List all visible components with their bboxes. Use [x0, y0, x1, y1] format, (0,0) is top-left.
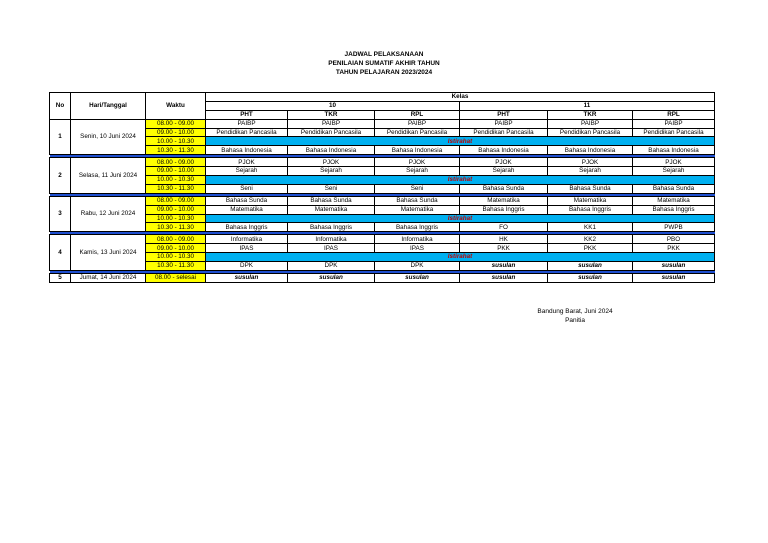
- subject-cell: Matematika: [206, 205, 288, 214]
- subject-cell: Bahasa Sunda: [548, 184, 633, 193]
- subject-cell: PJOK: [288, 158, 375, 167]
- header-grade-10: 10: [206, 101, 460, 110]
- subject-cell: Pendidikan Pancasila: [375, 128, 460, 137]
- subject-cell: Bahasa Sunda: [206, 196, 288, 205]
- subject-cell: Seni: [206, 184, 288, 193]
- subject-cell: PAIBP: [460, 119, 548, 128]
- subject-cell: susulan: [460, 262, 548, 271]
- day-date: Selasa, 11 Juni 2024: [71, 158, 146, 194]
- time-slot: 09.00 - 10.00: [146, 244, 206, 253]
- subject-cell: Pendidikan Pancasila: [633, 128, 715, 137]
- header-day: Hari/Tanggal: [71, 93, 146, 120]
- subject-cell: susulan: [206, 273, 288, 282]
- schedule-table: [49, 92, 715, 283]
- day-date: Senin, 10 Juni 2024: [71, 119, 146, 155]
- subject-cell: Matematika: [288, 205, 375, 214]
- subject-cell: Informatika: [206, 235, 288, 244]
- subject-cell: PKK: [633, 244, 715, 253]
- header-major: PHT: [460, 110, 548, 119]
- table-row: [50, 167, 715, 176]
- subject-cell: Informatika: [288, 235, 375, 244]
- table-row: [50, 158, 715, 167]
- subject-cell: Bahasa Inggris: [288, 223, 375, 232]
- subject-cell: Bahasa Indonesia: [460, 146, 548, 155]
- time-slot: 10.00 - 10.30: [146, 214, 206, 223]
- time-slot: 10.00 - 10.30: [146, 253, 206, 262]
- table-row: [50, 119, 715, 128]
- subject-cell: PAIBP: [548, 119, 633, 128]
- subject-cell: HK: [460, 235, 548, 244]
- subject-cell: Bahasa Sunda: [375, 196, 460, 205]
- subject-cell: Bahasa Indonesia: [206, 146, 288, 155]
- subject-cell: PJOK: [206, 158, 288, 167]
- subject-cell: Sejarah: [206, 167, 288, 176]
- subject-cell: DPK: [206, 262, 288, 271]
- subject-cell: Matematika: [460, 196, 548, 205]
- subject-cell: PKK: [548, 244, 633, 253]
- subject-cell: PAIBP: [206, 119, 288, 128]
- time-slot: 09.00 - 10.00: [146, 167, 206, 176]
- subject-cell: PJOK: [460, 158, 548, 167]
- subject-cell: KK1: [548, 223, 633, 232]
- table-row: [50, 176, 715, 185]
- subject-cell: PJOK: [633, 158, 715, 167]
- break-cell: Istirahat: [206, 214, 715, 223]
- break-cell: Istirahat: [206, 253, 715, 262]
- subject-cell: IPAS: [375, 244, 460, 253]
- subject-cell: Pendidikan Pancasila: [206, 128, 288, 137]
- subject-cell: DPK: [375, 262, 460, 271]
- subject-cell: susulan: [460, 273, 548, 282]
- table-row: [50, 128, 715, 137]
- subject-cell: Pendidikan Pancasila: [548, 128, 633, 137]
- day-date: Rabu, 12 Juni 2024: [71, 196, 146, 232]
- header-grade-11: 11: [460, 101, 715, 110]
- subject-cell: Matematika: [375, 205, 460, 214]
- subject-cell: Bahasa Indonesia: [633, 146, 715, 155]
- subject-cell: Sejarah: [548, 167, 633, 176]
- header-no: No: [50, 93, 71, 120]
- header-major: RPL: [375, 110, 460, 119]
- table-row: [50, 214, 715, 223]
- subject-cell: Sejarah: [460, 167, 548, 176]
- table-row: [50, 146, 715, 155]
- subject-cell: PAIBP: [633, 119, 715, 128]
- break-cell: Istirahat: [206, 137, 715, 146]
- day-number: 2: [50, 158, 71, 194]
- subject-cell: susulan: [548, 273, 633, 282]
- subject-cell: PJOK: [375, 158, 460, 167]
- day-date: Jumat, 14 Juni 2024: [71, 273, 146, 282]
- day-number: 5: [50, 273, 71, 282]
- subject-cell: Bahasa Indonesia: [548, 146, 633, 155]
- time-slot: 10.00 - 10.30: [146, 137, 206, 146]
- table-row: [50, 235, 715, 244]
- subject-cell: PWPB: [633, 223, 715, 232]
- table-row: [50, 244, 715, 253]
- header-time: Waktu: [146, 93, 206, 120]
- subject-cell: Bahasa Inggris: [206, 223, 288, 232]
- doc-subtitle: PENILAIAN SUMATIF AKHIR TAHUN: [328, 60, 440, 67]
- subject-cell: Bahasa Inggris: [460, 205, 548, 214]
- table-row: [50, 184, 715, 193]
- subject-cell: Bahasa Inggris: [375, 223, 460, 232]
- header-major: RPL: [633, 110, 715, 119]
- time-slot: 10.30 - 11.30: [146, 184, 206, 193]
- header-kelas: Kelas: [206, 93, 715, 102]
- subject-cell: Matematika: [633, 196, 715, 205]
- day-date: Kamis, 13 Juni 2024: [71, 235, 146, 271]
- subject-cell: Informatika: [375, 235, 460, 244]
- table-row: [50, 196, 715, 205]
- header-major: PHT: [206, 110, 288, 119]
- subject-cell: PBO: [633, 235, 715, 244]
- subject-cell: Pendidikan Pancasila: [288, 128, 375, 137]
- subject-cell: Seni: [375, 184, 460, 193]
- time-slot: 08.00 - 09.00: [146, 196, 206, 205]
- table-row: [50, 273, 715, 282]
- subject-cell: IPAS: [288, 244, 375, 253]
- subject-cell: susulan: [633, 273, 715, 282]
- table-row: [50, 223, 715, 232]
- subject-cell: Bahasa Sunda: [633, 184, 715, 193]
- subject-cell: Seni: [288, 184, 375, 193]
- subject-cell: Sejarah: [288, 167, 375, 176]
- subject-cell: PKK: [460, 244, 548, 253]
- doc-year: TAHUN PELAJARAN 2023/2024: [335, 69, 433, 76]
- time-slot: 09.00 - 10.00: [146, 205, 206, 214]
- subject-cell: DPK: [288, 262, 375, 271]
- break-cell: Istirahat: [206, 176, 715, 185]
- subject-cell: Matematika: [548, 196, 633, 205]
- time-slot: 10.30 - 11.30: [146, 146, 206, 155]
- table-row: [50, 262, 715, 271]
- subject-cell: Pendidikan Pancasila: [460, 128, 548, 137]
- time-slot: 08.00 - selesai: [146, 273, 206, 282]
- subject-cell: Bahasa Inggris: [633, 205, 715, 214]
- header-major: TKR: [288, 110, 375, 119]
- subject-cell: PJOK: [548, 158, 633, 167]
- subject-cell: susulan: [288, 273, 375, 282]
- time-slot: 08.00 - 09.00: [146, 119, 206, 128]
- subject-cell: PAIBP: [375, 119, 460, 128]
- subject-cell: Bahasa Inggris: [548, 205, 633, 214]
- subject-cell: PAIBP: [288, 119, 375, 128]
- footer-place-date: Bandung Barat, Juni 2024: [537, 308, 613, 315]
- time-slot: 08.00 - 09.00: [146, 158, 206, 167]
- day-number: 3: [50, 196, 71, 232]
- header-major: TKR: [548, 110, 633, 119]
- subject-cell: Bahasa Indonesia: [375, 146, 460, 155]
- subject-cell: Bahasa Sunda: [288, 196, 375, 205]
- subject-cell: KK2: [548, 235, 633, 244]
- subject-cell: susulan: [548, 262, 633, 271]
- table-row: [50, 205, 715, 214]
- time-slot: 08.00 - 09.00: [146, 235, 206, 244]
- subject-cell: Sejarah: [633, 167, 715, 176]
- table-row: [50, 253, 715, 262]
- day-number: 4: [50, 235, 71, 271]
- doc-title: JADWAL PELAKSANAAN: [344, 51, 424, 58]
- subject-cell: Bahasa Sunda: [460, 184, 548, 193]
- time-slot: 09.00 - 10.00: [146, 128, 206, 137]
- subject-cell: FO: [460, 223, 548, 232]
- subject-cell: Sejarah: [375, 167, 460, 176]
- subject-cell: susulan: [375, 273, 460, 282]
- time-slot: 10.30 - 11.30: [146, 223, 206, 232]
- time-slot: 10.00 - 10.30: [146, 176, 206, 185]
- subject-cell: IPAS: [206, 244, 288, 253]
- subject-cell: Bahasa Indonesia: [288, 146, 375, 155]
- header-row: [50, 93, 715, 102]
- footer-committee: Panitia: [565, 317, 585, 324]
- subject-cell: susulan: [633, 262, 715, 271]
- day-number: 1: [50, 119, 71, 155]
- table-row: [50, 137, 715, 146]
- time-slot: 10.30 - 11.30: [146, 262, 206, 271]
